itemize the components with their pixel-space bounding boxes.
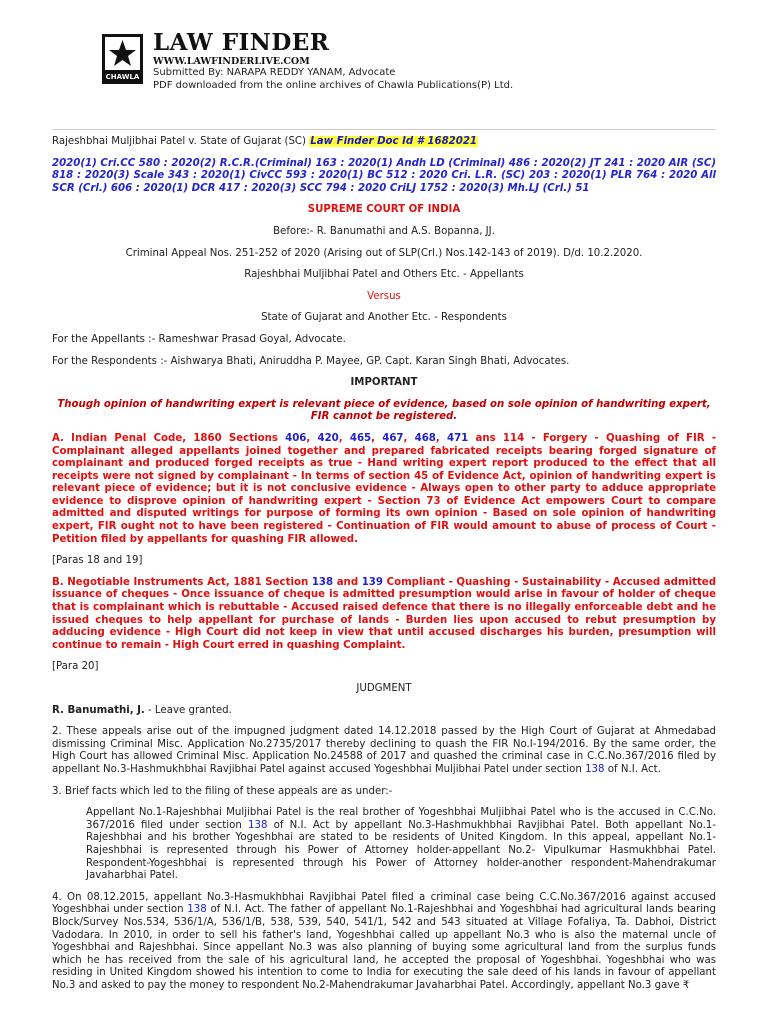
quote-text: Appellant No.1-Rajeshbhai Muljibhai Patel is the real brother of Yogeshbhai Muljibhai Patel who is the accused in C.C.No. 367/2016 filed under section: [86, 807, 716, 831]
versus: Versus: [367, 290, 401, 302]
submitted-by: Submitted By: NARAPA REDDY YANAM, Advocate: [153, 67, 396, 78]
headnote-a-prefix: A. Indian Penal Code, 1860 Sections: [52, 432, 278, 444]
header-divider: [52, 129, 716, 130]
brand-title: LAW FINDER: [153, 29, 330, 56]
block-quote: [86, 807, 716, 883]
svg-text:CHAWLA: CHAWLA: [105, 73, 140, 81]
headnote-a-paras: [Paras 18 and 19]: [52, 555, 143, 567]
section-link[interactable]: 138: [187, 904, 207, 916]
pdf-source-note: PDF downloaded from the online archives of Chawla Publications(P) Ltd.: [153, 80, 514, 91]
appellants: Rajeshbhai Muljibhai Patel and Others Etc. - Appellants: [244, 269, 524, 281]
case-title: Rajeshbhai Muljibhai Patel v. State of Gujarat (SC): [52, 136, 307, 147]
citations: 2020(1) Cri.CC 580 : 2020(2) R.C.R.(Criminal) 163 : 2020(1) Andh LD (Criminal) 486 : 2020(2) JT 241 : 2020 AIR (SC) 818 : 2020(3) Scale 343 : 2020(1) CivCC 593 : 2020(1) BC 512 : 2020 Cri. L.R. (SC) 203 : 2020(1) PLR 764 : 2020 All SCR (Crl.) 606 : 2020(1) DCR 417 : 2020(3) SCC 794 : 2020 CriLJ 1752 : 2020(3) Mh.LJ (Crl.) 51: [52, 157, 716, 194]
paragraph-2: [52, 726, 716, 776]
paragraph-4: [52, 892, 716, 993]
paragraph-3: 3. Brief facts which led to the filing of these appeals are as under:-: [52, 785, 393, 797]
brand-url: WWW.LAWFINDERLIVE.COM: [153, 56, 310, 67]
paragraph-4-tail: of N.I. Act. The father of appellant No.1-Rajeshbhai and Yogeshbhai had agricultural lands bearing Block/Survey Nos.534, 536/1/A, 536/1/B, 538, 539, 540, 541/1, 542 and 543 situated at Village Fofaliya, Ta. Dabhoi, District Vadodara. In 2010, in order to sell his father's land, Yogeshbhai called up appellant No.3 who is also the maternal uncle of Yogeshbhai and Rajeshbhai. Since appellant No.3 was also planning of buying some agricultural land from the surplus funds which he has received from the sale of his agricultural land, he accepted the proposal of Yogeshbhai. Yogeshbhai who was residing in United Kingdom showed his intention to come to India for executing the sale deed of his lands in favour of appellant No.3 and asked to pay the money to respondent No.2-Mahendrakumar Javaharbhai Patel. Accordingly, appellant No.3 gave ₹: [52, 904, 716, 991]
judge-name: R. Banumathi, J.: [52, 704, 145, 716]
leave-text: - Leave granted.: [144, 704, 232, 716]
section-link[interactable]: 138: [248, 819, 268, 831]
bench: Before:- R. Banumathi and A.S. Bopanna, JJ.: [273, 225, 495, 237]
section-link[interactable]: 420: [317, 432, 339, 444]
document-header: [0, 0, 768, 110]
paragraph-2-text: 2. These appeals arise out of the impugned judgment dated 14.12.2018 passed by the High Court of Gujarat at Ahmedabad dismissing Criminal Misc. Application No.2735/2017 thereby declining to quash the FIR No.I-194/2016. By the same order, the High Court has allowed Criminal Misc. Application No.24588 of 2017 and quashed the criminal case in C.C.No.367/2016 filed by appellant No.3-Hashmukhbhai Ravjibhai Patel against accused Yogeshbhai Muljibhai Patel under section: [52, 726, 716, 775]
counsel-appellants: For the Appellants :- Rameshwar Prasad Goyal, Advocate.: [52, 333, 346, 345]
law-finder-logo-icon: [102, 34, 143, 84]
judgment-heading: JUDGMENT: [356, 683, 412, 694]
counsel-respondents: For the Respondents :- Aishwarya Bhati, Aniruddha P. Mayee, GP. Capt. Karan Singh Bhati, Advocates.: [52, 355, 570, 367]
headnote-b-prefix: B. Negotiable Instruments Act, 1881 Section: [52, 576, 309, 588]
headnote-a: A. Indian Penal Code, 1860 Sections 406, 420, 465, 467, 468, 471 ans 114 - Forgery - Quashing of FIR - Complainant alleged appellants joined together and prepared fabricated receipts bearing forged signature of complainant and produced forged receipts as true - Hand writing expert report produced to the effect that all receipts were not signed by complainant - In terms of section 45 of Evidence Act, opinion of handwriting expert is relevant piece of evidence; but it is not conclusive evidence - Always open to other party to adduce appropriate evidence to disprove opinion of handwriting expert - Section 73 of Evidence Act empowers Court to compare admitted and disputed writings for purpose of forming its own opinion - Based on sole opinion of handwriting expert, FIR ought not to have been registered - Continuation of FIR would amount to abuse of process of Court - Petition filed by appellants for quashing FIR allowed.: [52, 432, 717, 545]
judgment-opening: [52, 705, 716, 718]
section-link[interactable]: 138: [311, 576, 334, 588]
section-link[interactable]: 139: [361, 576, 383, 588]
paragraph-4-text: 4. On 08.12.2015, appellant No.3-Hasmukhbhai Ravjibhai Patel filed a criminal case being C.C.No.367/2016 against accused Yogeshbhai under section: [52, 891, 716, 916]
section-link[interactable]: 467: [382, 432, 404, 444]
case-title-line: [52, 136, 716, 149]
appeal-number: Criminal Appeal Nos. 251-252 of 2020 (Arising out of SLP(Crl.) Nos.142-143 of 2019). D/d. 10.2.2020.: [125, 247, 643, 259]
section-link[interactable]: 138: [585, 763, 605, 775]
section-link[interactable]: 471: [447, 432, 469, 444]
important-heading: IMPORTANT: [350, 377, 418, 389]
section-link[interactable]: 406: [285, 432, 307, 444]
headnote-b: [52, 577, 716, 653]
section-link[interactable]: 468: [414, 432, 436, 444]
respondents: State of Gujarat and Another Etc. - Respondents: [261, 312, 507, 324]
quote-tail: of N.I. Act by appellant No.3-Hashmukhbhai Ravjibhai Patel. Both appellant No.1-Rajeshbhai and his brother Yogeshbhai are stated to be residents of United Kingdom. In this appeal, appellant No.1-Rajeshbhai is represented through his Power of Attorney holder-appellant No.2- Vipulkumar Hasmukhbhai Patel. Respondent-Yogeshbhai is represented through his Power of Attorney holder-another respondent-Mahendrakumar Javaharbhai Patel.: [86, 819, 716, 882]
doc-id-highlight: Law Finder Doc Id # 1682021: [310, 136, 478, 147]
conjunction: and: [336, 576, 359, 588]
court-name: SUPREME COURT OF INDIA: [307, 204, 461, 216]
important-summary: Though opinion of handwriting expert is relevant piece of evidence, based on sole opinion of handwriting expert, FIR cannot be registered.: [57, 398, 711, 423]
document-body: [52, 136, 716, 1001]
headnote-b-text: Compliant - Quashing - Sustainability - Accused admitted issuance of cheques - Once issuance of cheque is admitted presumption would arise in favour of holder of cheque that is complainant which is rebuttable - Accused raised defence that there is no illegally enforceable debt and he issued cheques to help appellant for purchase of lands - Burden lies upon accused to rebut presumption by adducing evidence - High Court did not keep in view that until accused discharges his burden, presumption will continue to remain - High Court erred in quashing Complaint.: [52, 576, 717, 651]
paragraph-2-tail: of N.I. Act.: [607, 763, 661, 775]
headnote-a-text: ans 114 - Forgery - Quashing of FIR - Complainant alleged appellants joined together and prepared fabricated receipts bearing forged signature of complainant and produced forged receipts as true - Hand writing expert report produced to the effect that all receipts were not signed by complainant - In terms of section 45 of Evidence Act, opinion of handwriting expert is relevant piece of evidence; but it is not conclusive evidence - Always open to other party to adduce appropriate evidence to disprove opinion of handwriting expert - Section 73 of Evidence Act empowers Court to compare admitted and disputed writings for purpose of forming its own opinion - Based on sole opinion of handwriting expert, FIR ought not to have been registered - Continuation of FIR would amount to abuse of process of Court - Petition filed by appellants for quashing FIR allowed.: [52, 432, 717, 545]
headnote-b-paras: [Para 20]: [52, 661, 99, 673]
section-link[interactable]: 465: [349, 432, 372, 444]
